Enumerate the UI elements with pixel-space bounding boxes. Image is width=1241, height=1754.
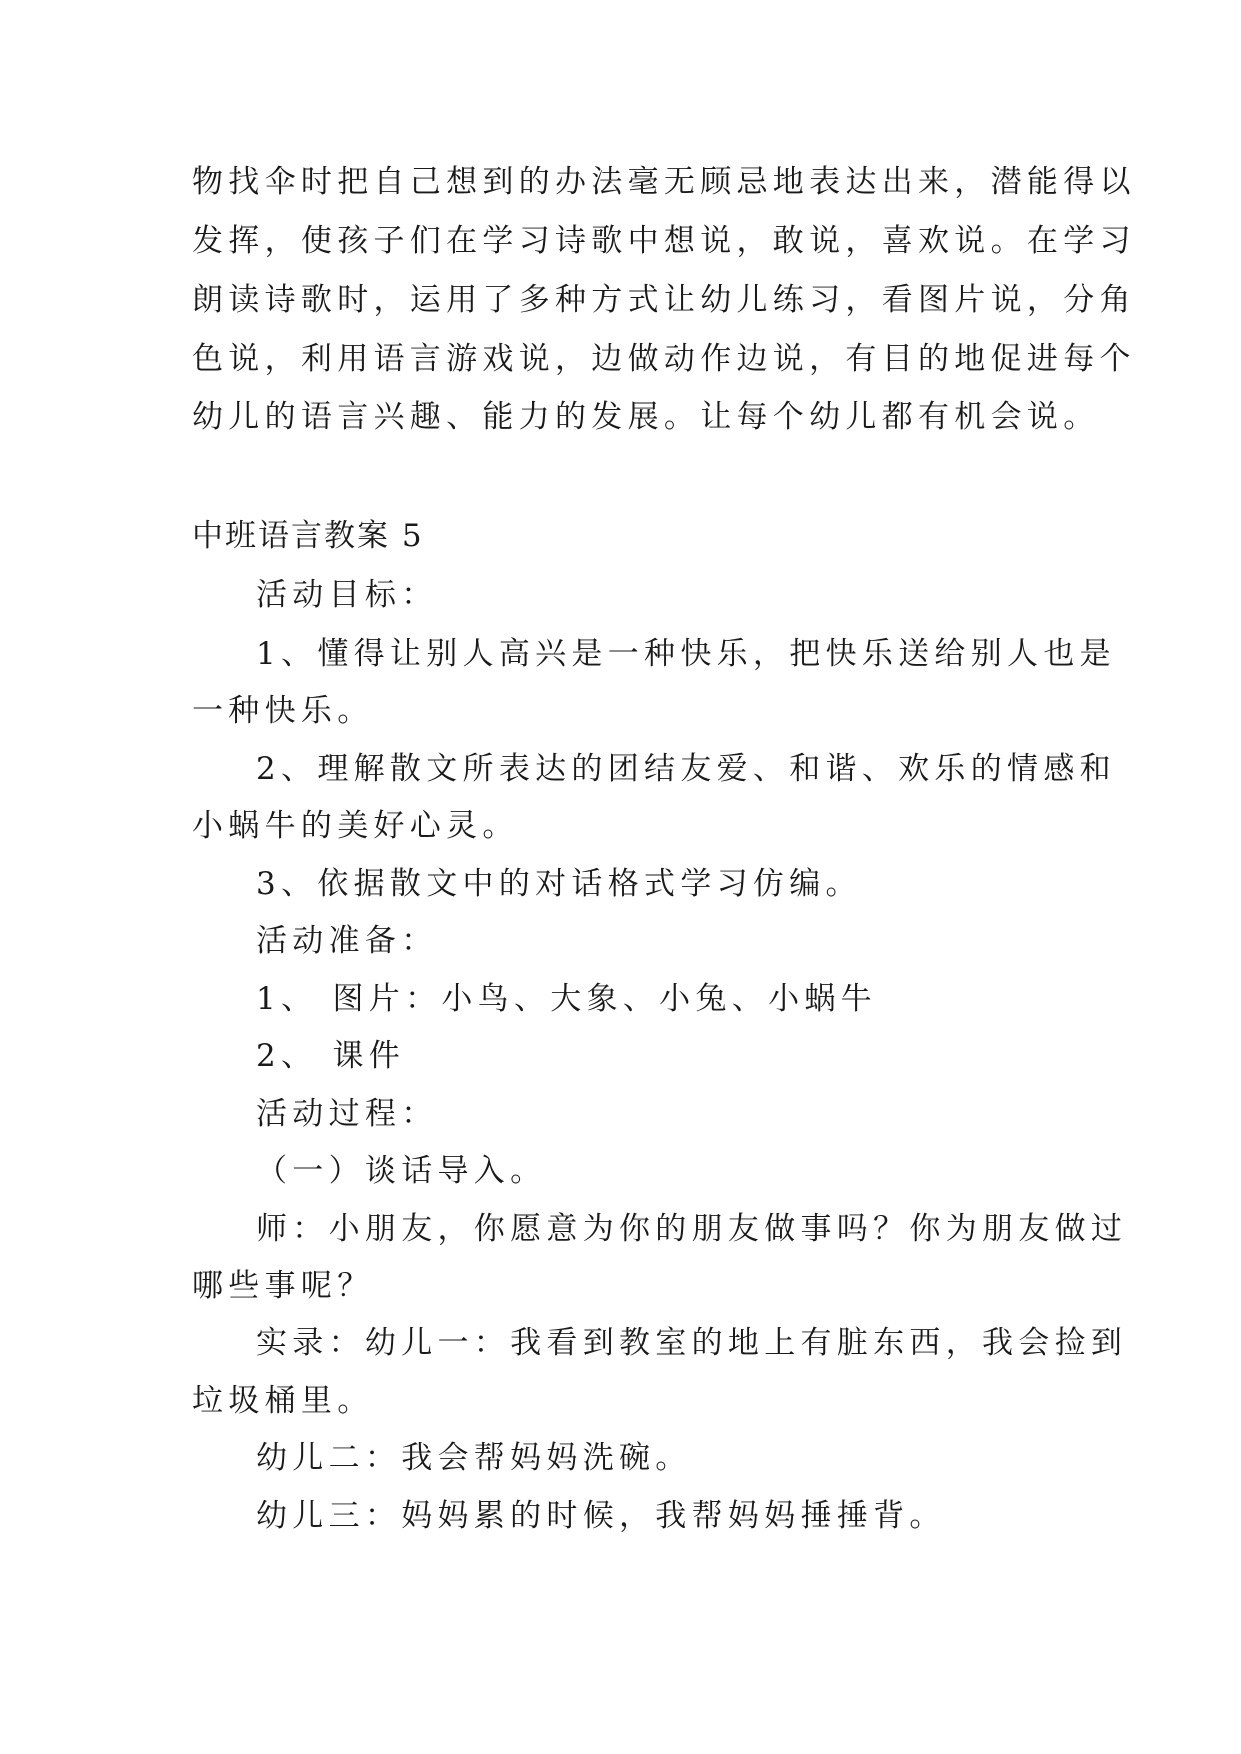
paragraph-line: 色说，利用语言游戏说，边做动作边说，有目的地促进每个 — [192, 341, 1136, 377]
paragraph-line: 朗读诗歌时，运用了多种方式让幼儿练习，看图片说，分角 — [192, 282, 1136, 318]
preparation-heading: 活动准备： — [256, 923, 438, 959]
goal-item-1-continued: 一种快乐。 — [192, 693, 374, 729]
process-heading: 活动过程： — [256, 1096, 438, 1132]
teacher-dialogue-continued: 哪些事呢？ — [192, 1268, 374, 1304]
record-dialogue-continued: 垃圾桶里。 — [192, 1383, 374, 1419]
goal-item-2-continued: 小蜗牛的美好心灵。 — [192, 808, 519, 844]
goals-heading: 活动目标： — [256, 577, 438, 613]
record-dialogue: 实录：幼儿一：我看到教室的地上有脏东西，我会捡到 — [256, 1325, 1128, 1361]
paragraph-line: 幼儿的语言兴趣、能力的发展。让每个幼儿都有机会说。 — [192, 399, 1100, 435]
preparation-item-2: 2、 课件 — [256, 1038, 406, 1074]
preparation-item-1: 1、 图片：小鸟、大象、小兔、小蜗牛 — [256, 981, 877, 1017]
goal-item-1: 1、懂得让别人高兴是一种快乐，把快乐送给别人也是 — [256, 636, 1116, 672]
paragraph-line: 物找伞时把自己想到的办法毫无顾忌地表达出来，潜能得以 — [192, 164, 1136, 200]
paragraph-line: 发挥，使孩子们在学习诗歌中想说，敢说，喜欢说。在学习 — [192, 223, 1136, 259]
goal-item-3: 3、依据散文中的对话格式学习仿编。 — [256, 866, 862, 902]
section-title: 中班语言教案 5 — [192, 518, 424, 554]
teacher-dialogue: 师：小朋友，你愿意为你的朋友做事吗？你为朋友做过 — [256, 1211, 1128, 1247]
child-three-dialogue: 幼儿三：妈妈累的时候，我帮妈妈捶捶背。 — [256, 1498, 946, 1534]
goal-item-2: 2、理解散文所表达的团结友爱、和谐、欢乐的情感和 — [256, 751, 1116, 787]
process-step-1: （一）谈话导入。 — [256, 1153, 547, 1189]
child-two-dialogue: 幼儿二：我会帮妈妈洗碗。 — [256, 1440, 692, 1476]
